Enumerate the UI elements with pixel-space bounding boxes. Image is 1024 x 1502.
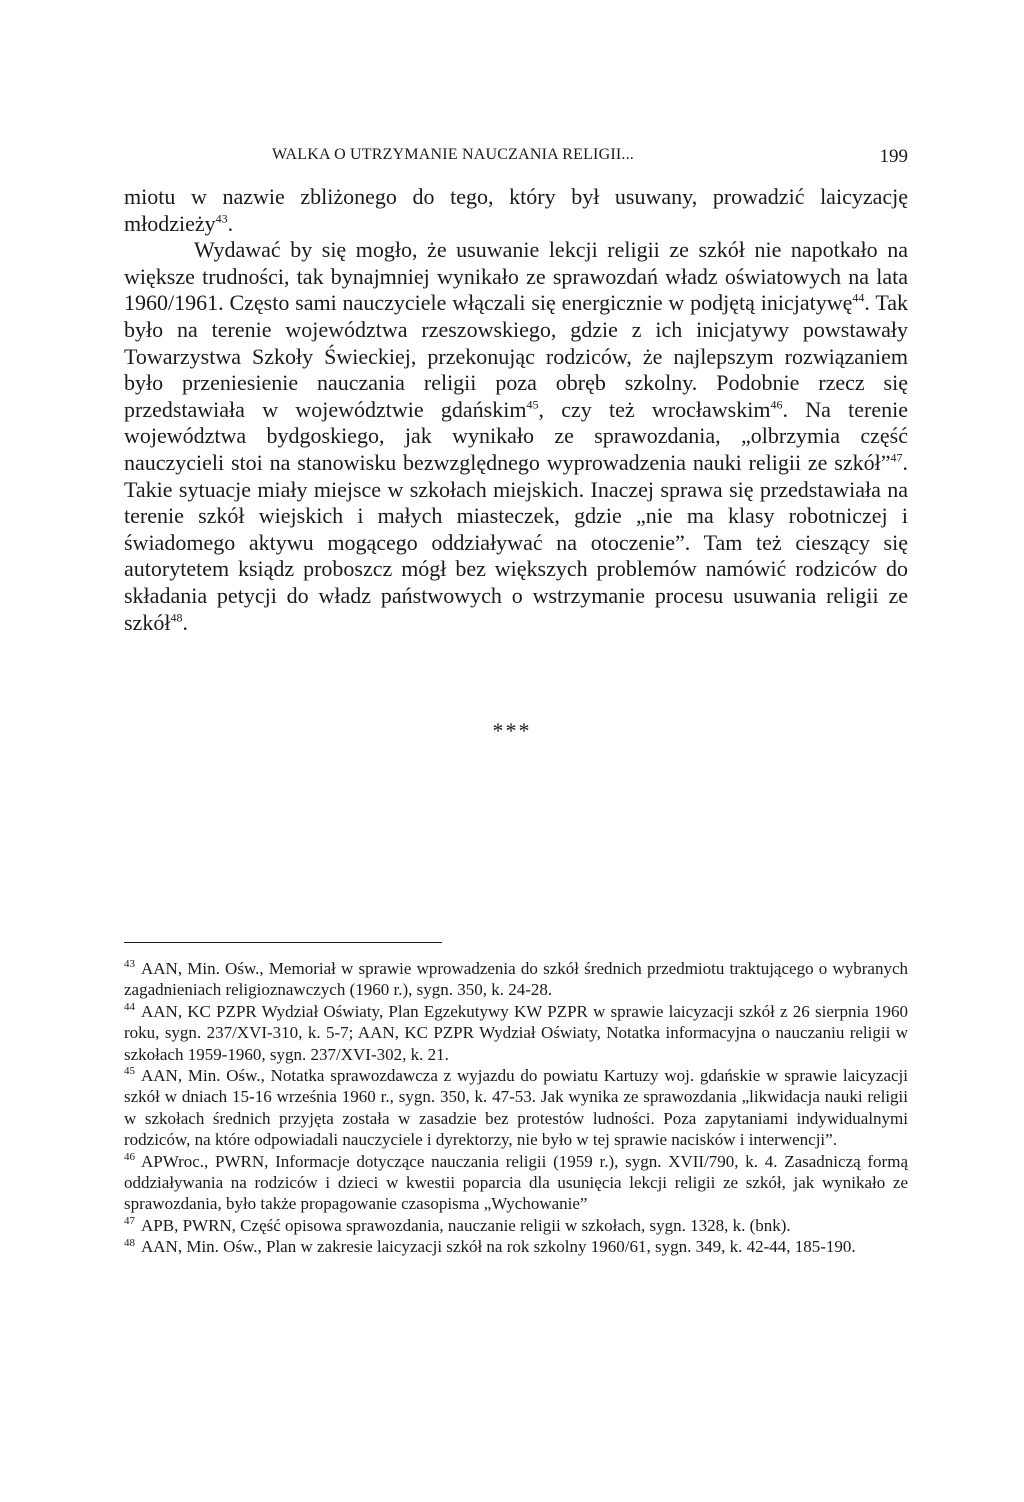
paragraph-2-text-b: . Tak było na terenie województwa rzeszowskiego, gdzie z ich inicjatywy powstawały Towarzystwa Szkoły Świeckiej, przekonując rodziców, że najlepszym rozwiązaniem było przeniesienie nauczania religii poza obręb szkolny. Podobnie rzecz się przedstawiała w województwie gdańskim bbox=[124, 290, 908, 422]
footnote-ref-47: 47 bbox=[890, 450, 903, 465]
footnote-number: 48 bbox=[124, 1236, 135, 1249]
footnote-48 bbox=[124, 1236, 908, 1257]
paragraph-2-text-d: . Na terenie województwa bydgoskiego, jak wynikało ze sprawozdania, „olbrzymia część nauczycieli stoi na stanowisku bezwzględnego wyprowadzenia nauki religii ze szkół” bbox=[124, 396, 908, 475]
footnote-ref-48: 48 bbox=[170, 610, 183, 625]
footnote-text: AAN, KC PZPR Wydział Oświaty, Plan Egzekutywy KW PZPR w sprawie laicyzacji szkół z 26 sierpnia 1960 roku, sygn. 237/XVI-310, k. 5-7; AAN, KC PZPR Wydział Oświaty, Notatka informacyjna o nauczaniu religii w szkołach 1959-1960, sygn. 237/XVI-302, k. 21. bbox=[124, 1001, 908, 1064]
footnote-ref-45: 45 bbox=[526, 397, 539, 412]
paragraph-1-end: . bbox=[227, 210, 234, 236]
footnote-ref-44: 44 bbox=[852, 291, 865, 306]
footnote-47 bbox=[124, 1215, 908, 1236]
footnote-number: 47 bbox=[124, 1215, 135, 1228]
main-text bbox=[124, 184, 908, 636]
paragraph-1-text: miotu w nazwie zbliżonego do tego, który był usuwany, prowadzić laicyzację młodzieży bbox=[124, 184, 908, 236]
footnote-text: AAN, Min. Ośw., Memoriał w sprawie wprowadzenia do szkół średnich przedmiotu traktującego o wybranych zagadnieniach religioznawczych (1960 r.), sygn. 350, k. 24-28. bbox=[124, 959, 908, 1000]
section-separator: *** bbox=[492, 718, 532, 743]
footnote-43 bbox=[124, 958, 908, 1001]
page-number: 199 bbox=[879, 146, 908, 167]
footnote-text: APWroc., PWRN, Informacje dotyczące nauczania religii (1959 r.), sygn. XVII/790, k. 4. Zasadniczą formą oddziaływania na rodziców i dzieci w kwestii poparcia dla usunięcia lekcji religii ze szkół, jak wynikało ze sprawozdania, było także propagowanie czasopisma „Wychowanie” bbox=[124, 1151, 908, 1214]
paragraph-2 bbox=[124, 237, 908, 636]
running-title: WALKA O UTRZYMANIE NAUCZANIA RELIGII... bbox=[272, 146, 634, 163]
footnote-number: 46 bbox=[124, 1151, 135, 1163]
paragraph-2-text-e: . Takie sytuacje miały miejsce w szkołach miejskich. Inaczej sprawa się przedstawiała na terenie szkół wiejskich i małych miasteczek, gdzie „nie ma klasy robotniczej i świadomego aktywu mogącego oddziaływać na otoczenie”. Tam też cieszący się autorytetem ksiądz proboszcz mógł bez większych problemów namówić rodziców do składania petycji do władz państwowych o wstrzymanie procesu usuwania religii ze szkół bbox=[124, 449, 908, 635]
footnote-number: 45 bbox=[124, 1065, 135, 1078]
footnote-text: AAN, Min. Ośw., Plan w zakresie laicyzacji szkół na rok szkolny 1960/61, sygn. 349, k. 42-44, 185-190. bbox=[141, 1237, 856, 1257]
footnote-ref-43: 43 bbox=[215, 211, 228, 226]
footnote-text: APB, PWRN, Część opisowa sprawozdania, nauczanie religii w szkołach, sygn. 1328, k. (bnk). bbox=[141, 1215, 791, 1235]
footnote-number: 44 bbox=[124, 1001, 135, 1014]
paragraph-1 bbox=[124, 184, 908, 237]
footnote-text: AAN, Min. Ośw., Notatka sprawozdawcza z wyjazdu do powiatu Kartuzy woj. gdańskie w sprawie laicyzacji szkół w dniach 15-16 września 1960 r., sygn. 350, k. 47-53. Jak wynika ze sprawozdania „likwidacja nauki religii w szkołach średnich przyjęta została w zasadzie bez protestów ludności. Poza zapytaniami indywidualnymi rodziców, na które odpowiadali nauczyciele i dyrektorzy, nie było w tej sprawie nacisków i interwencji”. bbox=[124, 1066, 908, 1150]
footnote-45 bbox=[124, 1065, 908, 1151]
paragraph-2-text-a: Wydawać by się mogło, że usuwanie lekcji religii ze szkół nie napotkało na większe trudności, tak bynajmniej wynikało ze sprawozdań władz oświatowych na lata 1960/1961. Często sami nauczyciele włączali się energicznie w podjętą inicjatywę bbox=[124, 237, 908, 316]
page-header bbox=[124, 146, 908, 172]
footnote-44 bbox=[124, 1001, 908, 1065]
footnote-ref-46: 46 bbox=[770, 397, 783, 412]
footnote-number: 43 bbox=[124, 958, 135, 971]
footnotes bbox=[124, 958, 908, 1258]
footnote-rule bbox=[124, 942, 442, 943]
footnote-46 bbox=[124, 1151, 908, 1215]
paragraph-2-text-c: , czy też wrocławskim bbox=[538, 396, 771, 422]
paragraph-2-end: . bbox=[182, 609, 188, 635]
